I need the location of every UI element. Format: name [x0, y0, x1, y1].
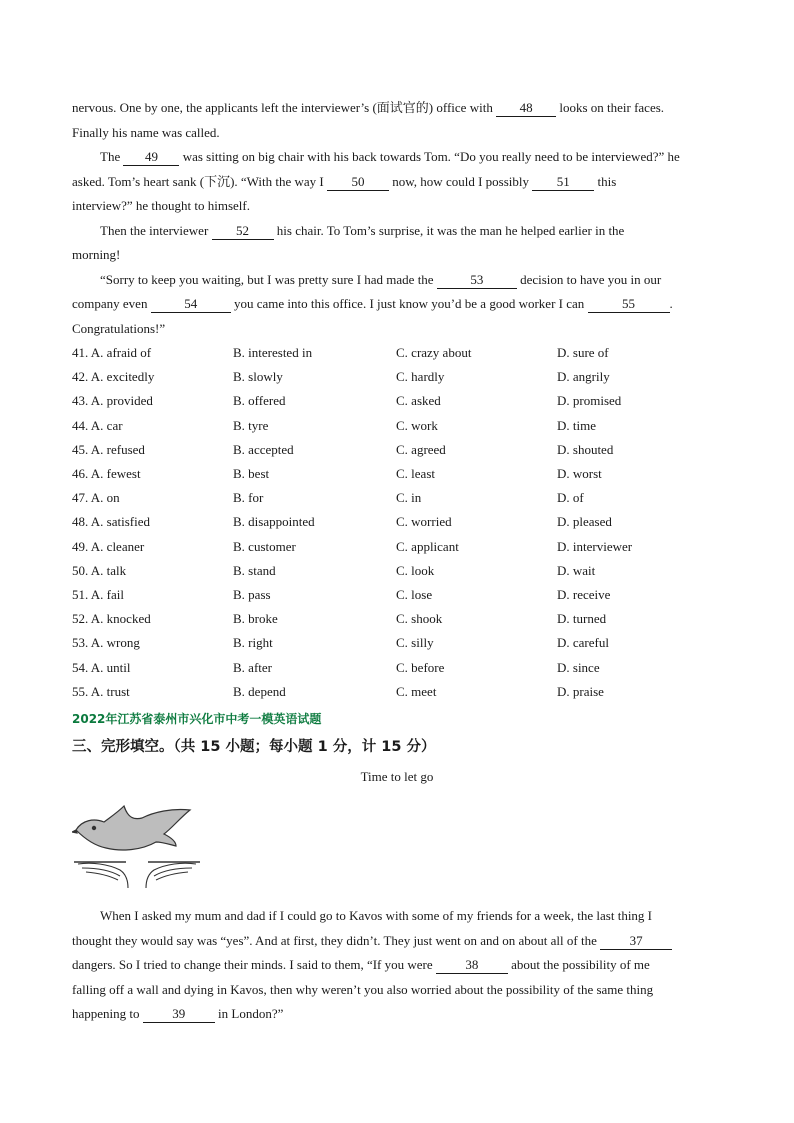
passage1-line4: asked. Tom’s heart sank (下沉). “With the way I 50 now, how could I possibly 51 this — [72, 173, 617, 189]
blank-54: 54 — [151, 296, 231, 313]
bird-icon — [72, 806, 190, 850]
blank-48: 48 — [496, 100, 556, 117]
option-row-52: 52. A. knocked B. broke C. shook D. turned — [72, 611, 607, 627]
passage1-line1: nervous. One by one, the applicants left the interviewer’s (面试官的) office with 48 looks on their faces. — [72, 100, 665, 115]
option-row-50: 50. A. talk B. stand C. look D. wait — [72, 562, 596, 578]
passage2-line1: When I asked my mum and dad if I could go to Kavos with some of my friends for a week, the last thing I — [100, 908, 653, 924]
option-row-49: 49. A. cleaner B. customer C. applicant D. interviewer — [72, 538, 633, 554]
passage2-line2: thought they would say was “yes”. And at first, they didn’t. They just went on and on about all of the 37 — [72, 929, 722, 954]
option-row-41: 41. A. afraid of B. interested in C. crazy about D. sure of — [72, 345, 609, 360]
passage1-line10: Congratulations!” — [72, 320, 166, 336]
passage1-line5: interview?” he thought to himself. — [72, 198, 250, 213]
blank-38: 38 — [436, 957, 508, 974]
bird-and-hands-illustration — [72, 798, 202, 890]
blank-50: 50 — [327, 174, 389, 191]
option-row-53: 53. A. wrong B. right C. silly D. careful — [72, 635, 609, 651]
blank-51: 51 — [532, 174, 594, 191]
passage1-line2: Finally his name was called. — [72, 124, 220, 140]
blank-53: 53 — [437, 272, 517, 289]
option-row-48: 48. A. satisfied B. disappointed C. worried D. pleased — [72, 514, 612, 530]
passage-title: Time to let go — [360, 769, 434, 785]
blank-49: 49 — [123, 149, 179, 166]
passage1-line8: “Sorry to keep you waiting, but I was pretty sure I had made the 53 decision to have you in our — [100, 271, 662, 287]
blank-37: 37 — [600, 933, 672, 950]
option-row-44: 44. A. car B. tyre C. work D. time — [72, 417, 596, 433]
option-row-43: 43. A. provided B. offered C. asked D. promised — [72, 393, 622, 409]
answer-options — [72, 341, 722, 704]
section-title: 三、完形填空。（共 15 小题；每小题 1 分，计 15 分） — [72, 739, 436, 756]
passage2-line5: happening to 39 in London?” — [72, 1006, 284, 1022]
passage1-line6: Then the interviewer 52 his chair. To Tom’s surprise, it was the man he helped earlier in the — [100, 222, 625, 238]
passage2-line4: falling off a wall and dying in Kavos, then why weren’t you also worried about the possibility of the same thing — [72, 981, 654, 997]
blank-55: 55 — [588, 296, 670, 313]
option-row-46: 46. A. fewest B. best C. least D. worst — [72, 466, 602, 482]
option-row-51: 51. A. fail B. pass C. lose D. receive — [72, 587, 611, 603]
hands-icon — [74, 862, 200, 888]
blank-52: 52 — [212, 223, 274, 240]
passage1-line7: morning! — [72, 247, 121, 262]
option-row-42: 42. A. excitedly B. slowly C. hardly D. angrily — [72, 369, 610, 385]
document-page — [72, 96, 722, 1027]
option-row-45: 45. A. refused B. accepted C. agreed D. shouted — [72, 441, 614, 457]
passage2-line3: dangers. So I tried to change their minds. I said to them, “If you were 38 about the possibility of me — [72, 957, 650, 973]
option-row-54: 54. A. until B. after C. before D. since — [72, 659, 600, 675]
exam-source-title: 2022年江苏省泰州市兴化市中考一模英语试题 — [72, 712, 322, 727]
blank-39: 39 — [143, 1006, 215, 1023]
option-row-47: 47. A. on B. for C. in D. of — [72, 490, 584, 506]
passage1-line3: The 49 was sitting on big chair with his back towards Tom. “Do you really need to be interviewed?” he — [100, 149, 680, 164]
passage1-line9: company even 54 you came into this office. I just know you’d be a good worker I can 55 . — [72, 296, 673, 311]
option-row-55: 55. A. trust B. depend C. meet D. praise — [72, 683, 604, 699]
